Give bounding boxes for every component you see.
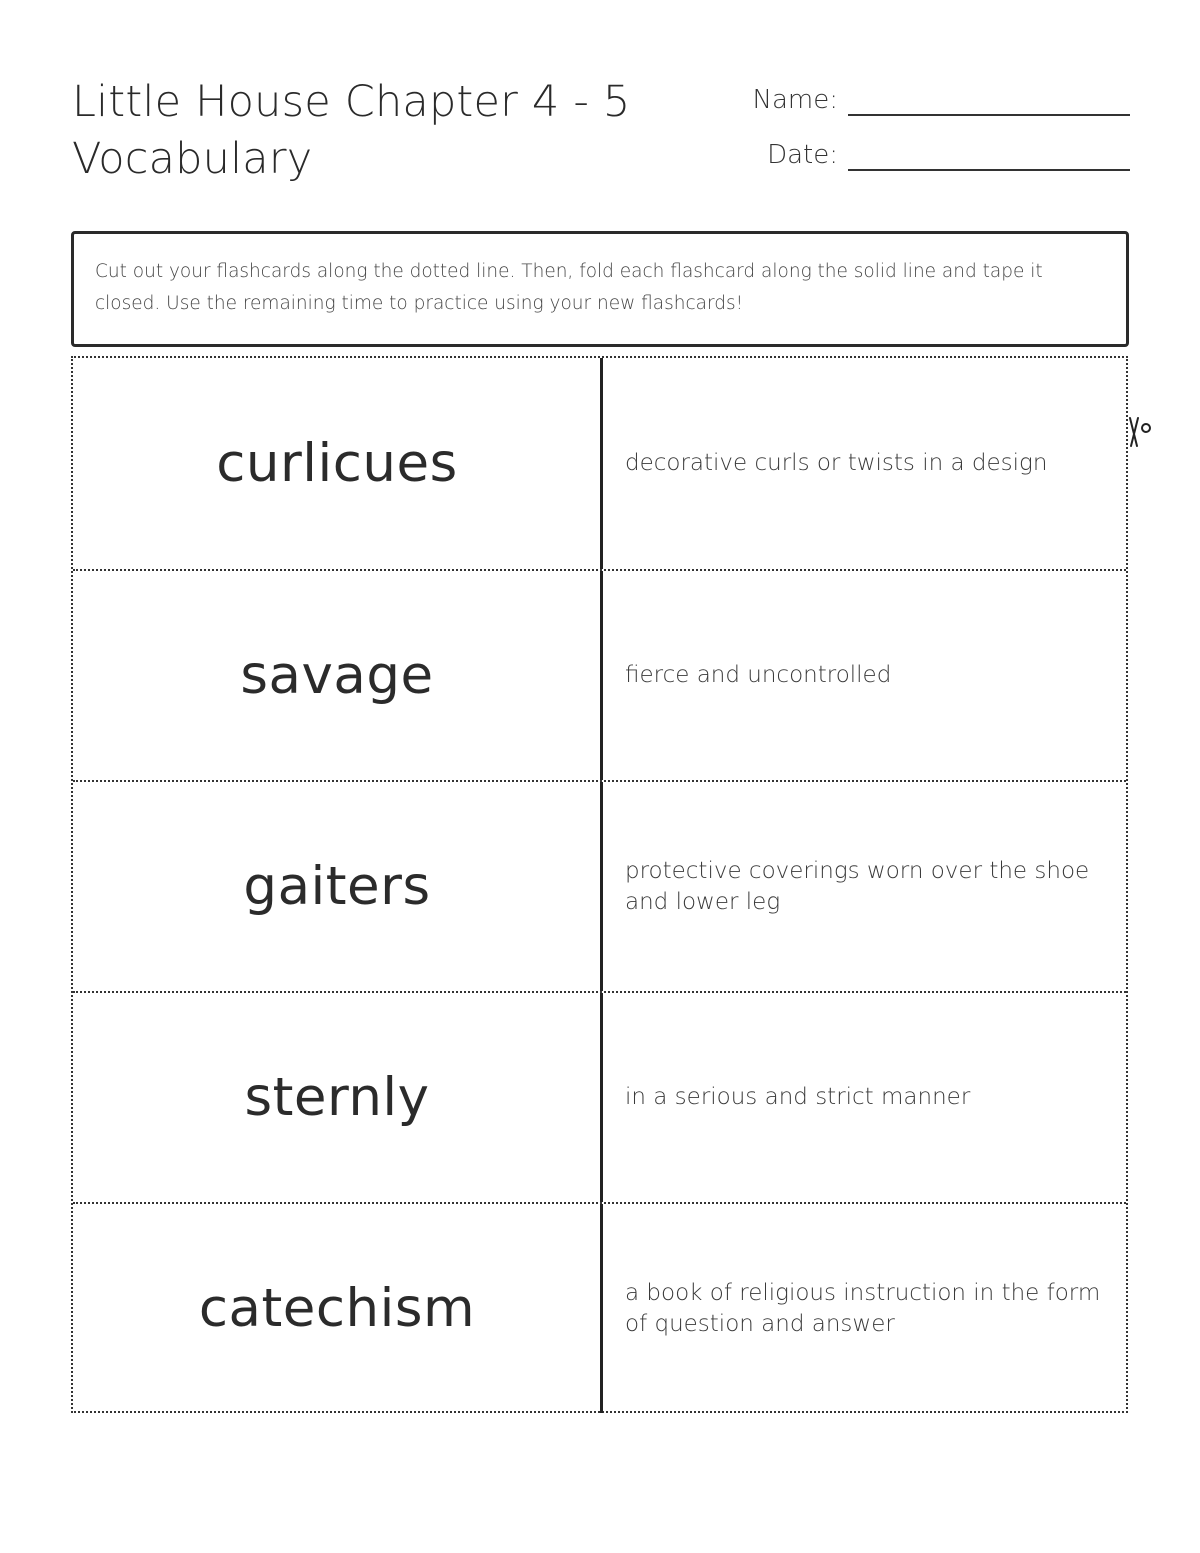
name-label: Name: xyxy=(752,85,838,115)
name-blank-line[interactable] xyxy=(848,78,1130,116)
flashcard-definition: a book of religious instruction in the form of question and answer xyxy=(625,1279,1101,1337)
flashcard xyxy=(73,569,1126,780)
worksheet-title xyxy=(72,74,712,188)
flashcard-definition: decorative curls or twists in a design xyxy=(625,450,1048,476)
flashcard-word: sternly xyxy=(244,1067,430,1128)
fold-line xyxy=(600,358,603,569)
flashcard-definition: protective coverings worn over the shoe and lower leg xyxy=(625,857,1090,915)
instructions-box: Cut out your flashcards along the dotted line. Then, fold each flashcard along the solid line and tape it closed. Use the remaining time to practice using your new flashcards! xyxy=(71,231,1129,347)
flashcard-word: curlicues xyxy=(216,433,458,494)
flashcard-definition: in a serious and strict manner xyxy=(625,1084,971,1110)
title-line-1: Little House Chapter 4 - 5 xyxy=(72,77,631,127)
flashcard-word: catechism xyxy=(198,1278,476,1339)
date-blank-line[interactable] xyxy=(848,133,1130,171)
flashcard-word: savage xyxy=(240,645,434,706)
date-label: Date: xyxy=(767,140,838,170)
title-line-2: Vocabulary xyxy=(72,134,313,184)
flashcard-definition: fierce and uncontrolled xyxy=(625,662,892,688)
flashcard-sheet xyxy=(71,356,1128,1413)
flashcard xyxy=(73,358,1126,569)
flashcard xyxy=(73,991,1126,1202)
fold-line xyxy=(600,571,603,780)
scissors-icon xyxy=(1124,416,1156,448)
fold-line xyxy=(600,1204,603,1413)
fold-line xyxy=(600,782,603,991)
fold-line xyxy=(600,993,603,1202)
flashcard xyxy=(73,780,1126,991)
date-field-row xyxy=(738,133,1130,171)
flashcard-word: gaiters xyxy=(243,856,431,917)
name-field-row xyxy=(738,78,1130,116)
flashcard xyxy=(73,1202,1126,1413)
